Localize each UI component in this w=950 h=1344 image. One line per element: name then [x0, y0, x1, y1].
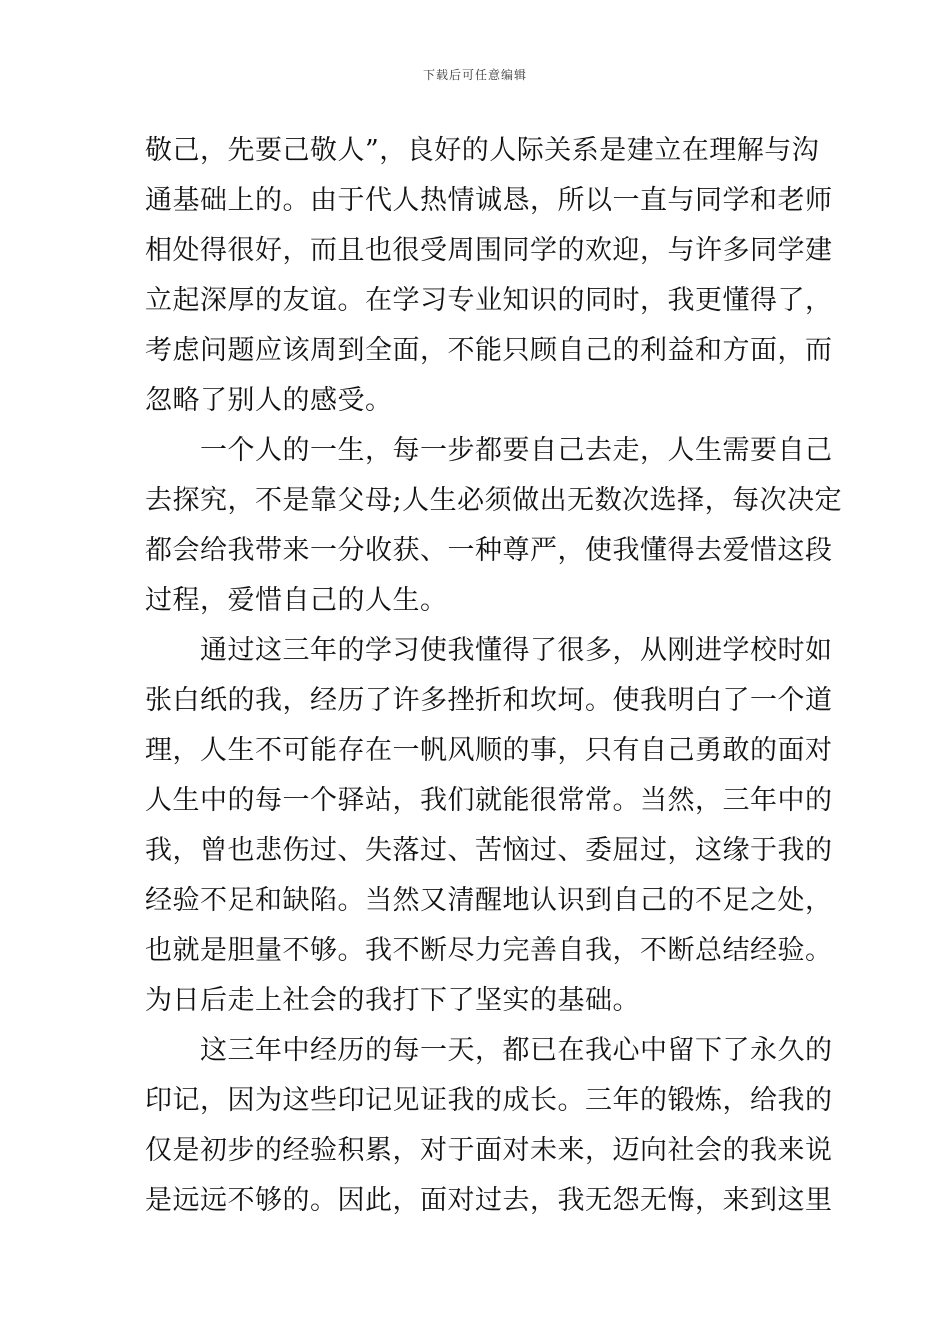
text-line: 通基础上的。由于代人热情诚恳，所以一直与同学和老师	[145, 185, 833, 216]
text-line: 去探究，不是靠父母;人生必须做出无数次选择，每次决定	[145, 485, 843, 516]
text-line: 通过这三年的学习使我懂得了很多，从刚进学校时如	[145, 635, 833, 666]
text-line: 是远远不够的。因此，面对过去，我无怨无悔，来到这里	[145, 1185, 833, 1216]
text-line: 我，曾也悲伤过、失落过、苦恼过、委屈过，这缘于我的	[145, 835, 833, 866]
text-line: 忽略了别人的感受。	[145, 385, 393, 416]
text-line: 相处得很好，而且也很受周围同学的欢迎，与许多同学建	[145, 235, 833, 266]
text-line: 人生中的每一个驿站，我们就能很常常。当然，三年中的	[145, 785, 833, 816]
text-line: 为日后走上社会的我打下了坚实的基础。	[145, 985, 640, 1016]
paragraph-1	[145, 126, 833, 426]
document-body	[145, 126, 843, 1226]
text-line: 敬己，先要己敬人”，良好的人际关系是建立在理解与沟	[145, 135, 820, 166]
text-line: 都会给我带来一分收获、一种尊严，使我懂得去爱惜这段	[145, 535, 833, 566]
page-header: 下载后可任意编辑	[422, 68, 527, 82]
text-line: 考虑问题应该周到全面，不能只顾自己的利益和方面，而	[145, 335, 833, 366]
text-line: 经验不足和缺陷。当然又清醒地认识到自己的不足之处，	[145, 885, 833, 916]
text-line: 理，人生不可能存在一帆风顺的事，只有自己勇敢的面对	[145, 735, 833, 766]
paragraph-3	[145, 626, 833, 1026]
text-line: 立起深厚的友谊。在学习专业知识的同时，我更懂得了，	[145, 285, 833, 316]
text-line: 一个人的一生，每一步都要自己去走，人生需要自己	[145, 435, 833, 466]
text-line: 印记，因为这些印记见证我的成长。三年的锻炼，给我的	[145, 1085, 833, 1116]
text-line: 也就是胆量不够。我不断尽力完善自我，不断总结经验。	[145, 935, 833, 966]
paragraph-4	[145, 1026, 833, 1226]
text-line: 过程，爱惜自己的人生。	[145, 585, 448, 616]
text-line: 这三年中经历的每一天，都已在我心中留下了永久的	[145, 1035, 833, 1066]
text-line: 张白纸的我，经历了许多挫折和坎坷。使我明白了一个道	[145, 685, 833, 716]
paragraph-2	[145, 426, 843, 626]
text-line: 仅是初步的经验积累，对于面对未来，迈向社会的我来说	[145, 1135, 833, 1166]
